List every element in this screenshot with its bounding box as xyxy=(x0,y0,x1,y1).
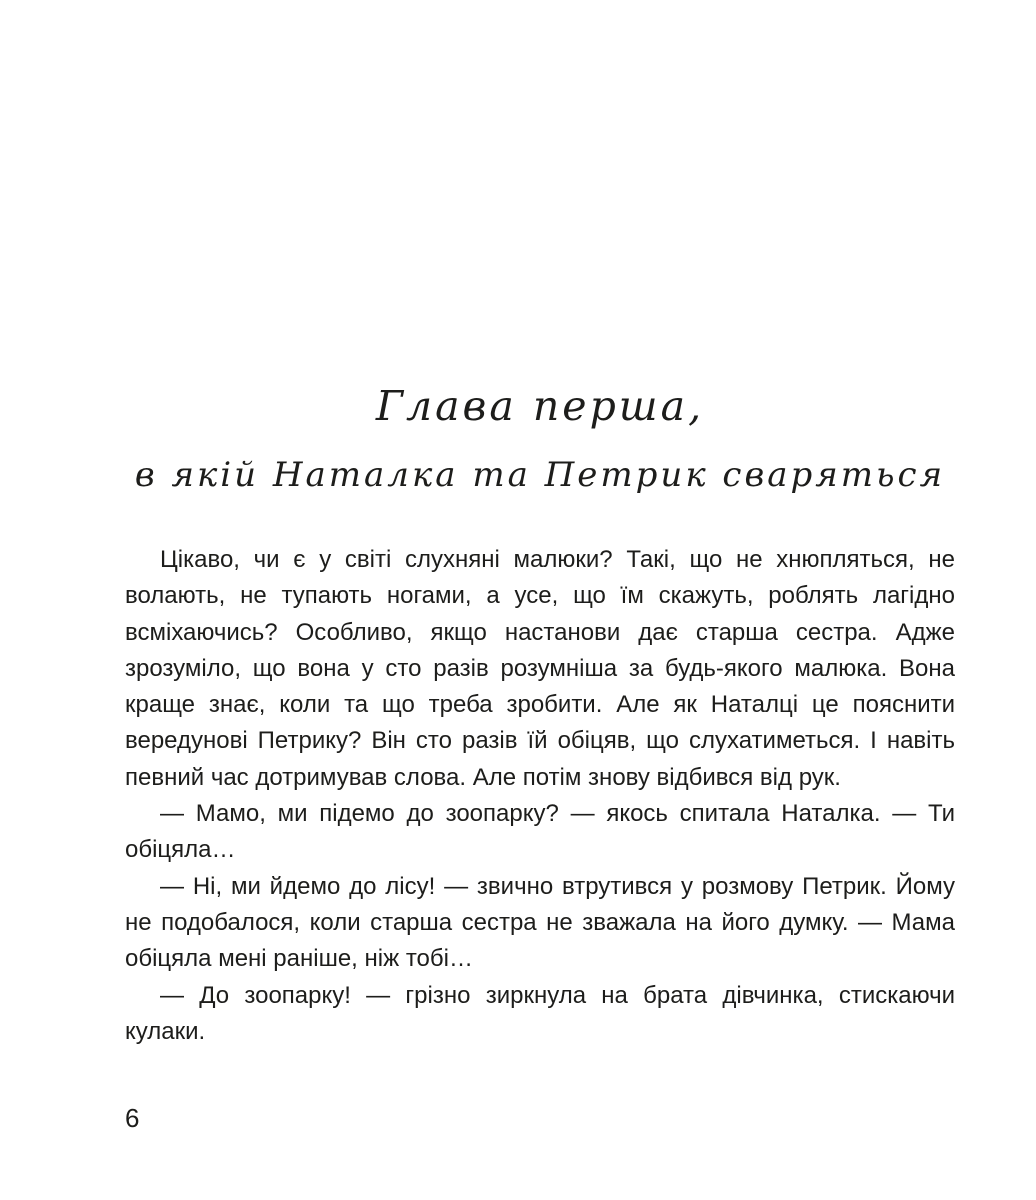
paragraph: — Ні, ми йдемо до лісу! — звично втрутився у розмову Петрик. Йому не подобалося, коли старша сестра не зважала на його думку. — Мама обіцяла мені раніше, ніж тобі… xyxy=(125,872,955,973)
chapter-title-line1: Глава перша, xyxy=(375,382,705,430)
chapter-body xyxy=(125,542,955,1050)
paragraph: — Мамо, ми підемо до зоопарку? — якось спитала Наталка. — Ти обіцяла… xyxy=(125,800,955,864)
page-number: 6 xyxy=(125,1103,140,1133)
chapter-title xyxy=(125,378,955,500)
paragraph: Цікаво, чи є у світі слухняні малюки? Такі, що не хнюпляться, не волають, не тупають ногами, а усе, що їм скажуть, роблять лагідно всміхаючись? Особливо, якщо настанови дає старша сестра. Адже зрозуміло, що вона у сто разів розумніша за будь-якого малюка. Вона краще знає, коли та що треба зробити. Але як Наталці це пояснити вередунові Петрику? Він сто разів їй обіцяв, що слухатиметься. І навіть певний час дотримував слова. Але потім знову відбився від рук. xyxy=(125,546,955,791)
paragraph: — До зоопарку! — грізно зиркнула на брата дівчинка, стискаючи кулаки. xyxy=(125,981,955,1045)
chapter-title-line2: в якій Наталка та Петрик сваряться xyxy=(134,455,946,495)
